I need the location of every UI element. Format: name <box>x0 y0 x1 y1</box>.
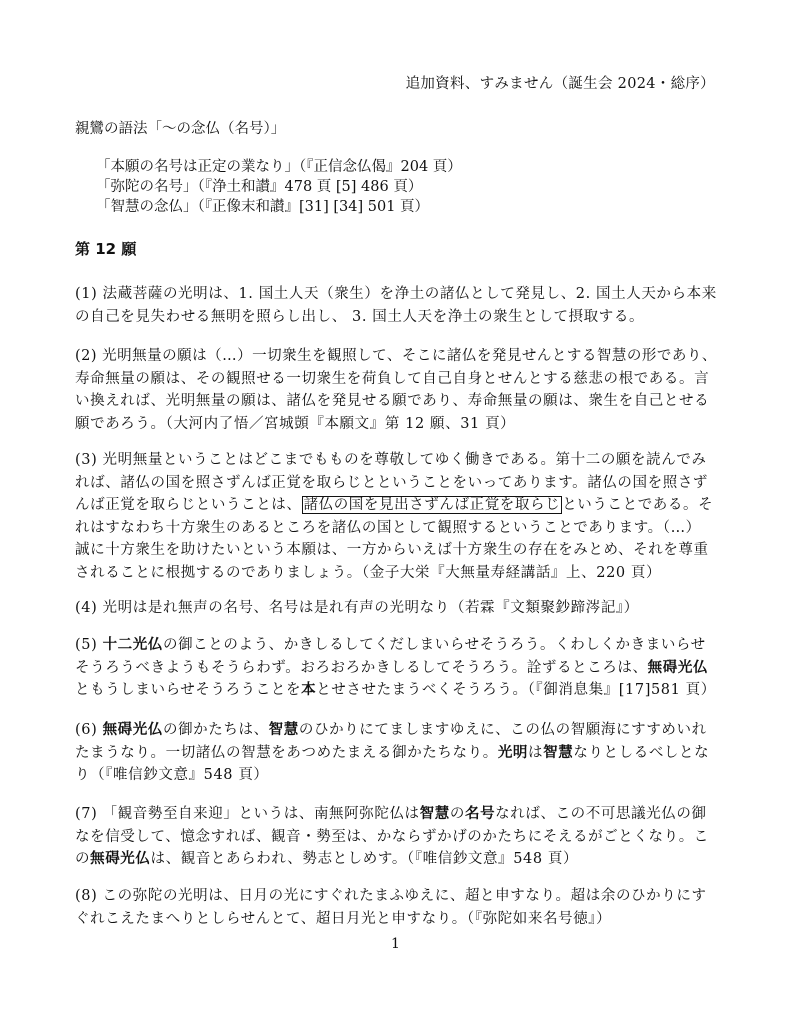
paragraph-line <box>75 657 717 680</box>
paragraph-line <box>75 494 717 517</box>
header-note: 追加資料、すみません（誕生会 2024・総序） <box>405 76 715 92</box>
text-run: ともうしまいらせそうろうことを <box>75 682 302 698</box>
reference-item: 「弥陀の名号」（『浄土和讃』478 頁 [5] 486 頁） <box>96 179 423 195</box>
subtitle: 親鸞の語法「～の念仏（名号）」 <box>75 121 286 137</box>
paragraph-line <box>75 679 717 702</box>
text-run: とせさせたまうべくそうろう。（『御消息集』[17]581 頁） <box>316 682 716 698</box>
paragraph-line <box>75 803 717 826</box>
paragraph-line: れはすなわち十方衆生のあるところを諸仏の国として観照するということであります。（…） <box>75 519 701 536</box>
text-run: そうろうべきようもそうらわず。おろおろかきしるしてそうろう。詮ずるところは、 <box>75 659 648 676</box>
paragraph-line: 願であろう。（大河内了悟／宮城顗『本願文』第 12 願、31 頁） <box>75 415 516 432</box>
paragraph-4 <box>75 597 717 620</box>
boxed-phrase: 諸仏の国を見出さずんば正覚を取らじ <box>303 497 561 513</box>
text-run: の <box>75 851 91 867</box>
text-run: の御かたちは、 <box>162 722 269 738</box>
paragraph-2 <box>75 345 717 435</box>
paragraph-line <box>75 742 717 765</box>
paragraph-line: ぐれこえたまへりとしらせんとて、超日月光と申すなり。（『弥陀如来名号徳』） <box>75 910 612 927</box>
text-run: んば正覚を取らじということは、 <box>75 497 302 513</box>
paragraph-line: 誠に十方衆生を助けたいという本願は、一方からいえば十方衆生の存在をみとめ、それを尊重 <box>75 542 709 558</box>
paragraph-line: の自己を見失わせる無明を照らし出し、 3. 国土人天を浄土の衆生として摂取する。 <box>75 308 645 325</box>
paragraph-6 <box>75 719 717 787</box>
reference-item: 「智慧の念仏」（『正像末和讃』[31] [34] 501 頁） <box>96 199 430 215</box>
paragraph-line <box>75 848 717 871</box>
section-title: 第 12 願 <box>75 240 137 258</box>
paragraph-line: なを信受して、憶念すれば、観音・勢至は、かならずかげのかたちにそえるがごとくなり。こ <box>75 828 709 845</box>
emphasis: 光明 <box>497 744 529 761</box>
emphasis: 智慧 <box>419 806 450 822</box>
paragraph-line: い換えれば、光明無量の願は、諸仏を発見せる願であり、寿命無量の願は、衆生を自己とせる <box>75 393 710 409</box>
text-run: の御ことのよう、かきしるしてくだしまいらせそうろう。くわしくかきまいらせ <box>162 637 706 653</box>
text-run: ということである。そ <box>562 497 714 513</box>
paragraph-7 <box>75 803 717 871</box>
text-run: なれば、この不可思議光仏の御 <box>495 806 707 822</box>
emphasis: 智慧 <box>268 722 299 738</box>
text-run: たまうなり。一切諸仏の智慧をあつめたまえる御かたちなり。 <box>75 744 498 761</box>
text-run: なりとしるべしとな <box>573 744 710 761</box>
emphasis: 無碍光仏 <box>102 722 163 738</box>
paragraph-line: 寿命無量の願は、その観照せる一切衆生を荷負して自己自身とせんとする慈悲の根である。言 <box>75 370 710 387</box>
text-run: は <box>528 744 544 761</box>
emphasis: 無碍光仏 <box>90 851 151 867</box>
emphasis: 智慧 <box>543 744 574 761</box>
paragraph-line: (1) 法蔵菩薩の光明は、1. 国土人天（衆生）を浄土の諸仏として発見し、2. 国土人天から本来 <box>75 286 717 302</box>
paragraph-line: り（『唯信鈔文意』548 頁） <box>75 767 269 783</box>
paragraph-line: (8) この弥陀の光明は、日月の光にすぐれたまふゆえに、超と申すなり。超は余のひかりにす <box>75 888 707 904</box>
paragraph-line: (4) 光明は是れ無声の名号、名号は是れ有声の光明なり（若霖『文類聚鈔蹄涔記』） <box>75 600 639 616</box>
paragraph-line: (3) 光明無量ということはどこまでもものを尊敬してゆく働きである。第十二の願を読んでみ <box>75 452 707 468</box>
text-run: は、観音とあらわれ、勢志としめす。（『唯信鈔文意』548 頁） <box>150 851 579 867</box>
paragraph-line: (2) 光明無量の願は（…）一切衆生を観照して、そこに諸仏を発見せんとする智慧の形であり、 <box>75 348 717 364</box>
text-run: の <box>449 806 465 822</box>
text-run: (7) 「観音勢至自来迎」というは、南無阿弥陀仏は <box>75 806 420 822</box>
emphasis: 本 <box>301 682 317 698</box>
paragraph-3 <box>75 449 717 584</box>
reference-item: 「本願の名号は正定の業なり」（『正信念仏偈』204 頁） <box>96 159 462 175</box>
paragraph-line <box>75 634 717 657</box>
paragraph-5 <box>75 634 717 702</box>
paragraph-1 <box>75 283 717 328</box>
emphasis: 十二光仏 <box>102 637 163 653</box>
text-run: (6) <box>75 722 103 738</box>
paragraph-line: れば、諸仏の国を照さずんば正覚を取らじとということをいってあります。諸仏の国を照さず <box>75 474 709 491</box>
text-run: (5) <box>75 637 103 653</box>
page-number: 1 <box>391 936 400 952</box>
paragraph-8 <box>75 885 717 930</box>
paragraph-line <box>75 719 717 742</box>
paragraph-line: されることに根拠するのでありましょう。（金子大栄『大無量寿経講話』上、220 頁） <box>75 564 662 581</box>
text-run: のひかりにてましますゆえに、この仏の智願海にすすめいれ <box>298 722 707 738</box>
emphasis: 名号 <box>464 806 496 822</box>
reference-list <box>96 157 462 217</box>
emphasis: 無碍光仏 <box>647 659 709 676</box>
